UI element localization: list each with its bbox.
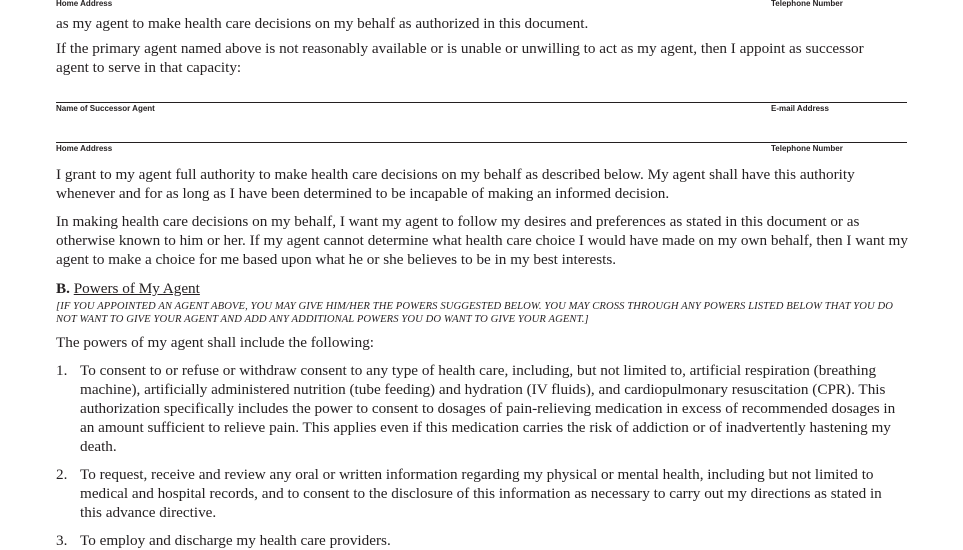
section-b-letter: B. — [56, 280, 70, 297]
powers-lead-in: The powers of my agent shall include the following: — [56, 334, 375, 351]
powers-list — [56, 361, 916, 550]
successor-home-address-label: Home Address — [56, 144, 113, 153]
successor-paragraph: If the primary agent named above is not reasonably available or is unable or unwilling to act as my agent, then I appoint as successor agent to serve in that capacity: — [56, 40, 864, 76]
successor-email-label: E-mail Address — [771, 104, 829, 113]
section-b-title: Powers of My Agent — [73, 280, 200, 297]
successor-address-line[interactable] — [56, 142, 907, 143]
successor-name-line[interactable] — [56, 102, 907, 103]
home-address-label: Home Address — [56, 0, 113, 8]
power-item-text: To employ and discharge my health care providers. — [80, 532, 391, 549]
power-item-1 — [56, 361, 916, 456]
intro-line: as my agent to make health care decisions on my behalf as authorized in this document. — [56, 15, 589, 32]
power-item-text: To consent to or refuse or withdraw consent to any type of health care, including, but not limited to, artificial respiration (breathing machine), artificially administered nutrition (tube feeding) and hydration (IV fluids), and cardiopulmonary resuscitation (CPR). This authorization specifically includes the power to consent to dosages of pain-relieving medication in excess of recommended dosages in an amount sufficient to relieve pain. This applies even if this medication carries the risk of addiction or of inadvertently hastening my death. — [80, 362, 896, 455]
desires-paragraph: In making health care decisions on my behalf, I want my agent to follow my desires and preferences as stated in this document or as otherwise known to him or her. If my agent cannot determine what health care choice I would have made on my own behalf, then I want my agent to make a choice for me based upon what he or she believes to be in my best interests. — [56, 213, 908, 268]
power-item-text: To request, receive and review any oral or written information regarding my physical or mental health, including but not limited to medical and hospital records, and to consent to the disclosure of this information as necessary to carry out my directions as stated in this advance directive. — [80, 466, 882, 521]
successor-telephone-label: Telephone Number — [771, 144, 843, 153]
power-item-number: 1. — [56, 362, 68, 379]
power-item-3 — [56, 531, 916, 550]
power-item-2 — [56, 465, 916, 522]
power-item-number: 2. — [56, 466, 68, 483]
authority-paragraph: I grant to my agent full authority to make health care decisions on my behalf as described below. My agent shall have this authority whenever and for as long as I have been determined to be incapable of making an informed decision. — [56, 166, 855, 202]
telephone-number-label: Telephone Number — [771, 0, 843, 8]
power-item-number: 3. — [56, 532, 68, 549]
successor-name-label: Name of Successor Agent — [56, 104, 155, 113]
section-b-instructions: [IF YOU APPOINTED AN AGENT ABOVE, YOU MAY GIVE HIM/HER THE POWERS SUGGESTED BELOW. YOU MAY CROSS THROUGH ANY POWERS LISTED BELOW THAT YOU DO NOT WANT TO GIVE YOUR AGENT AND ADD ANY ADDITIONAL POWERS YOU DO WANT TO GIVE YOUR AGENT.] — [56, 301, 893, 325]
section-b-heading — [56, 279, 200, 298]
